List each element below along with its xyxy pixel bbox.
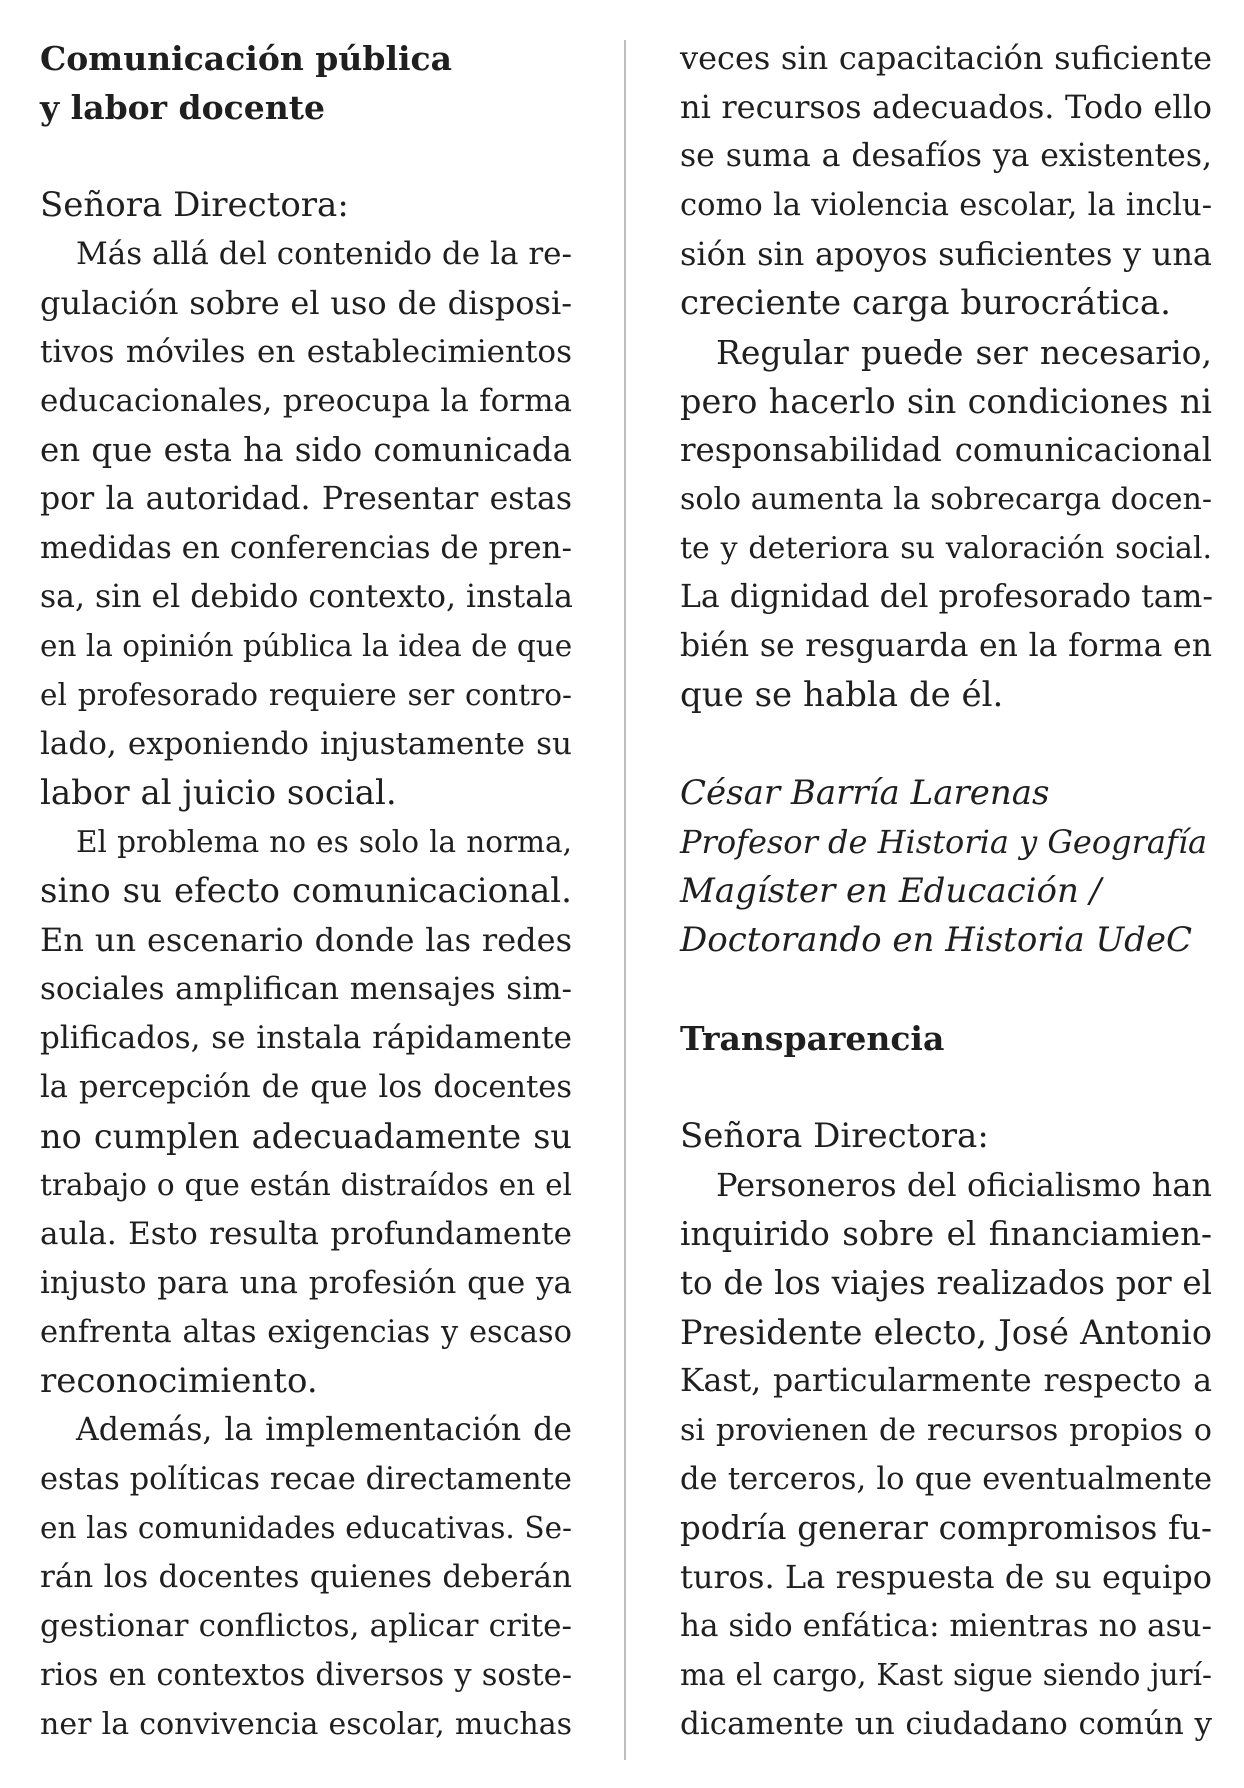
text-line: Más allá del contenido de la re- [76,236,572,272]
paragraph [40,818,572,1406]
text-line: si provienen de recursos propios o [680,1413,1212,1448]
salutation: Señora Directora: [40,185,349,225]
text-line: de terceros, lo que eventualmente [680,1462,1212,1497]
author-name: César Barría Larenas [680,773,1050,813]
text-line: como la violencia escolar, la inclu- [680,188,1212,223]
text-line: lado, exponiendo injustamente su [40,726,572,762]
text-line: en las comunidades educativas. Se- [40,1511,572,1545]
text-line: bién se resguarda en la forma en [680,628,1212,664]
text-line: que se habla de él. [680,675,1004,715]
paragraph [680,328,1212,720]
paragraph [40,230,572,818]
paragraph [680,34,1212,328]
text-line: La dignidad del profesorado tam- [680,579,1214,615]
author-title: Doctorando en Historia UdeC [680,920,1193,960]
text-line: veces sin capacitación suficiente [680,39,1212,77]
author-title: Magíster en Educación / [680,871,1102,911]
text-line: gestionar conflictos, aplicar crite- [40,1608,572,1644]
letter-heading: Comunicación pública [40,39,453,78]
text-line: el profesorado requiere ser contro- [40,678,572,712]
text-line: por la autoridad. Presentar estas [40,481,572,517]
text-line: en la opinión pública la idea de que [40,629,573,663]
text-line: inquirido sobre el financiamien- [680,1215,1212,1253]
text-line: labor al juicio social. [40,773,397,813]
letter-column-right [680,34,1212,1749]
paragraph [40,1406,572,1749]
text-line: En un escenario donde las redes [40,921,572,959]
letter-heading: Transparencia [680,1019,945,1058]
text-line: enfrenta altas exigencias y escaso [40,1315,572,1350]
text-line: ma el cargo, Kast sigue siendo jurí- [680,1658,1212,1692]
text-line: en que esta ha sido comunicada [40,431,572,469]
text-line: sociales amplifican mensajes sim- [40,971,572,1007]
text-line: solo aumenta la sobrecarga docen- [680,482,1212,517]
text-line: gulación sobre el uso de disposi- [40,284,572,322]
text-line: sión sin apoyos suficientes y una [680,235,1212,273]
text-line: Regular puede ser necesario, [716,333,1212,372]
text-line: injusto para una profesión que ya [40,1265,572,1301]
letter-column-left [40,34,572,1749]
text-line: to de los viajes realizados por el [680,1264,1212,1302]
text-line: Presidente electo, José Antonio [680,1313,1212,1352]
text-line: te y deteriora su valoración social. [680,531,1212,566]
text-line: dicamente un ciudadano común y [680,1706,1212,1742]
text-line: pero hacerlo sin condiciones ni [680,382,1212,421]
text-line: Kast, particularmente respecto a [680,1363,1212,1399]
text-line: ha sido enfática: mientras no asu- [680,1608,1212,1644]
text-line: turos. La respuesta de su equipo [680,1558,1212,1596]
salutation: Señora Directora: [680,1116,989,1156]
text-line: creciente carga burocrática. [680,283,1171,323]
text-line: podría generar compromisos fu- [680,1509,1212,1547]
paragraph [680,1161,1212,1749]
text-line: ni recursos adecuados. Todo ello [680,88,1212,126]
text-line: tivos móviles en establecimientos [40,334,572,370]
text-line: ner la convivencia escolar, muchas [40,1707,572,1742]
text-line: sino su efecto comunicacional. [40,871,572,911]
text-line: responsabilidad comunicacional [680,431,1212,469]
text-line: Además, la implementación de [76,1412,572,1448]
text-line: El problema no es solo la norma, [76,825,572,859]
text-line: la percepción de que los docentes [40,1070,572,1105]
text-line: rios en contextos diversos y soste- [40,1658,572,1693]
text-line: reconocimiento. [40,1361,318,1401]
text-line: plificados, se instala rápidamente [40,1020,572,1056]
text-line: Personeros del oficialismo han [716,1166,1212,1204]
column-divider [624,40,626,1760]
letter-heading: y labor docente [40,88,325,127]
text-line: sa, sin el debido contexto, instala [40,579,573,615]
text-line: no cumplen adecuadamente su [40,1117,572,1156]
author-title: Profesor de Historia y Geografía [680,823,1208,861]
text-line: estas políticas recae directamente [40,1462,572,1497]
signature-block [680,769,1212,965]
text-line: aula. Esto resulta profundamente [40,1216,572,1252]
text-line: medidas en conferencias de pren- [40,530,572,566]
text-line: rán los docentes quienes deberán [40,1559,572,1595]
text-line: trabajo o que están distraídos en el [40,1168,572,1202]
text-line: educacionales, preocupa la forma [40,383,572,419]
text-line: se suma a desafíos ya existentes, [680,138,1212,174]
